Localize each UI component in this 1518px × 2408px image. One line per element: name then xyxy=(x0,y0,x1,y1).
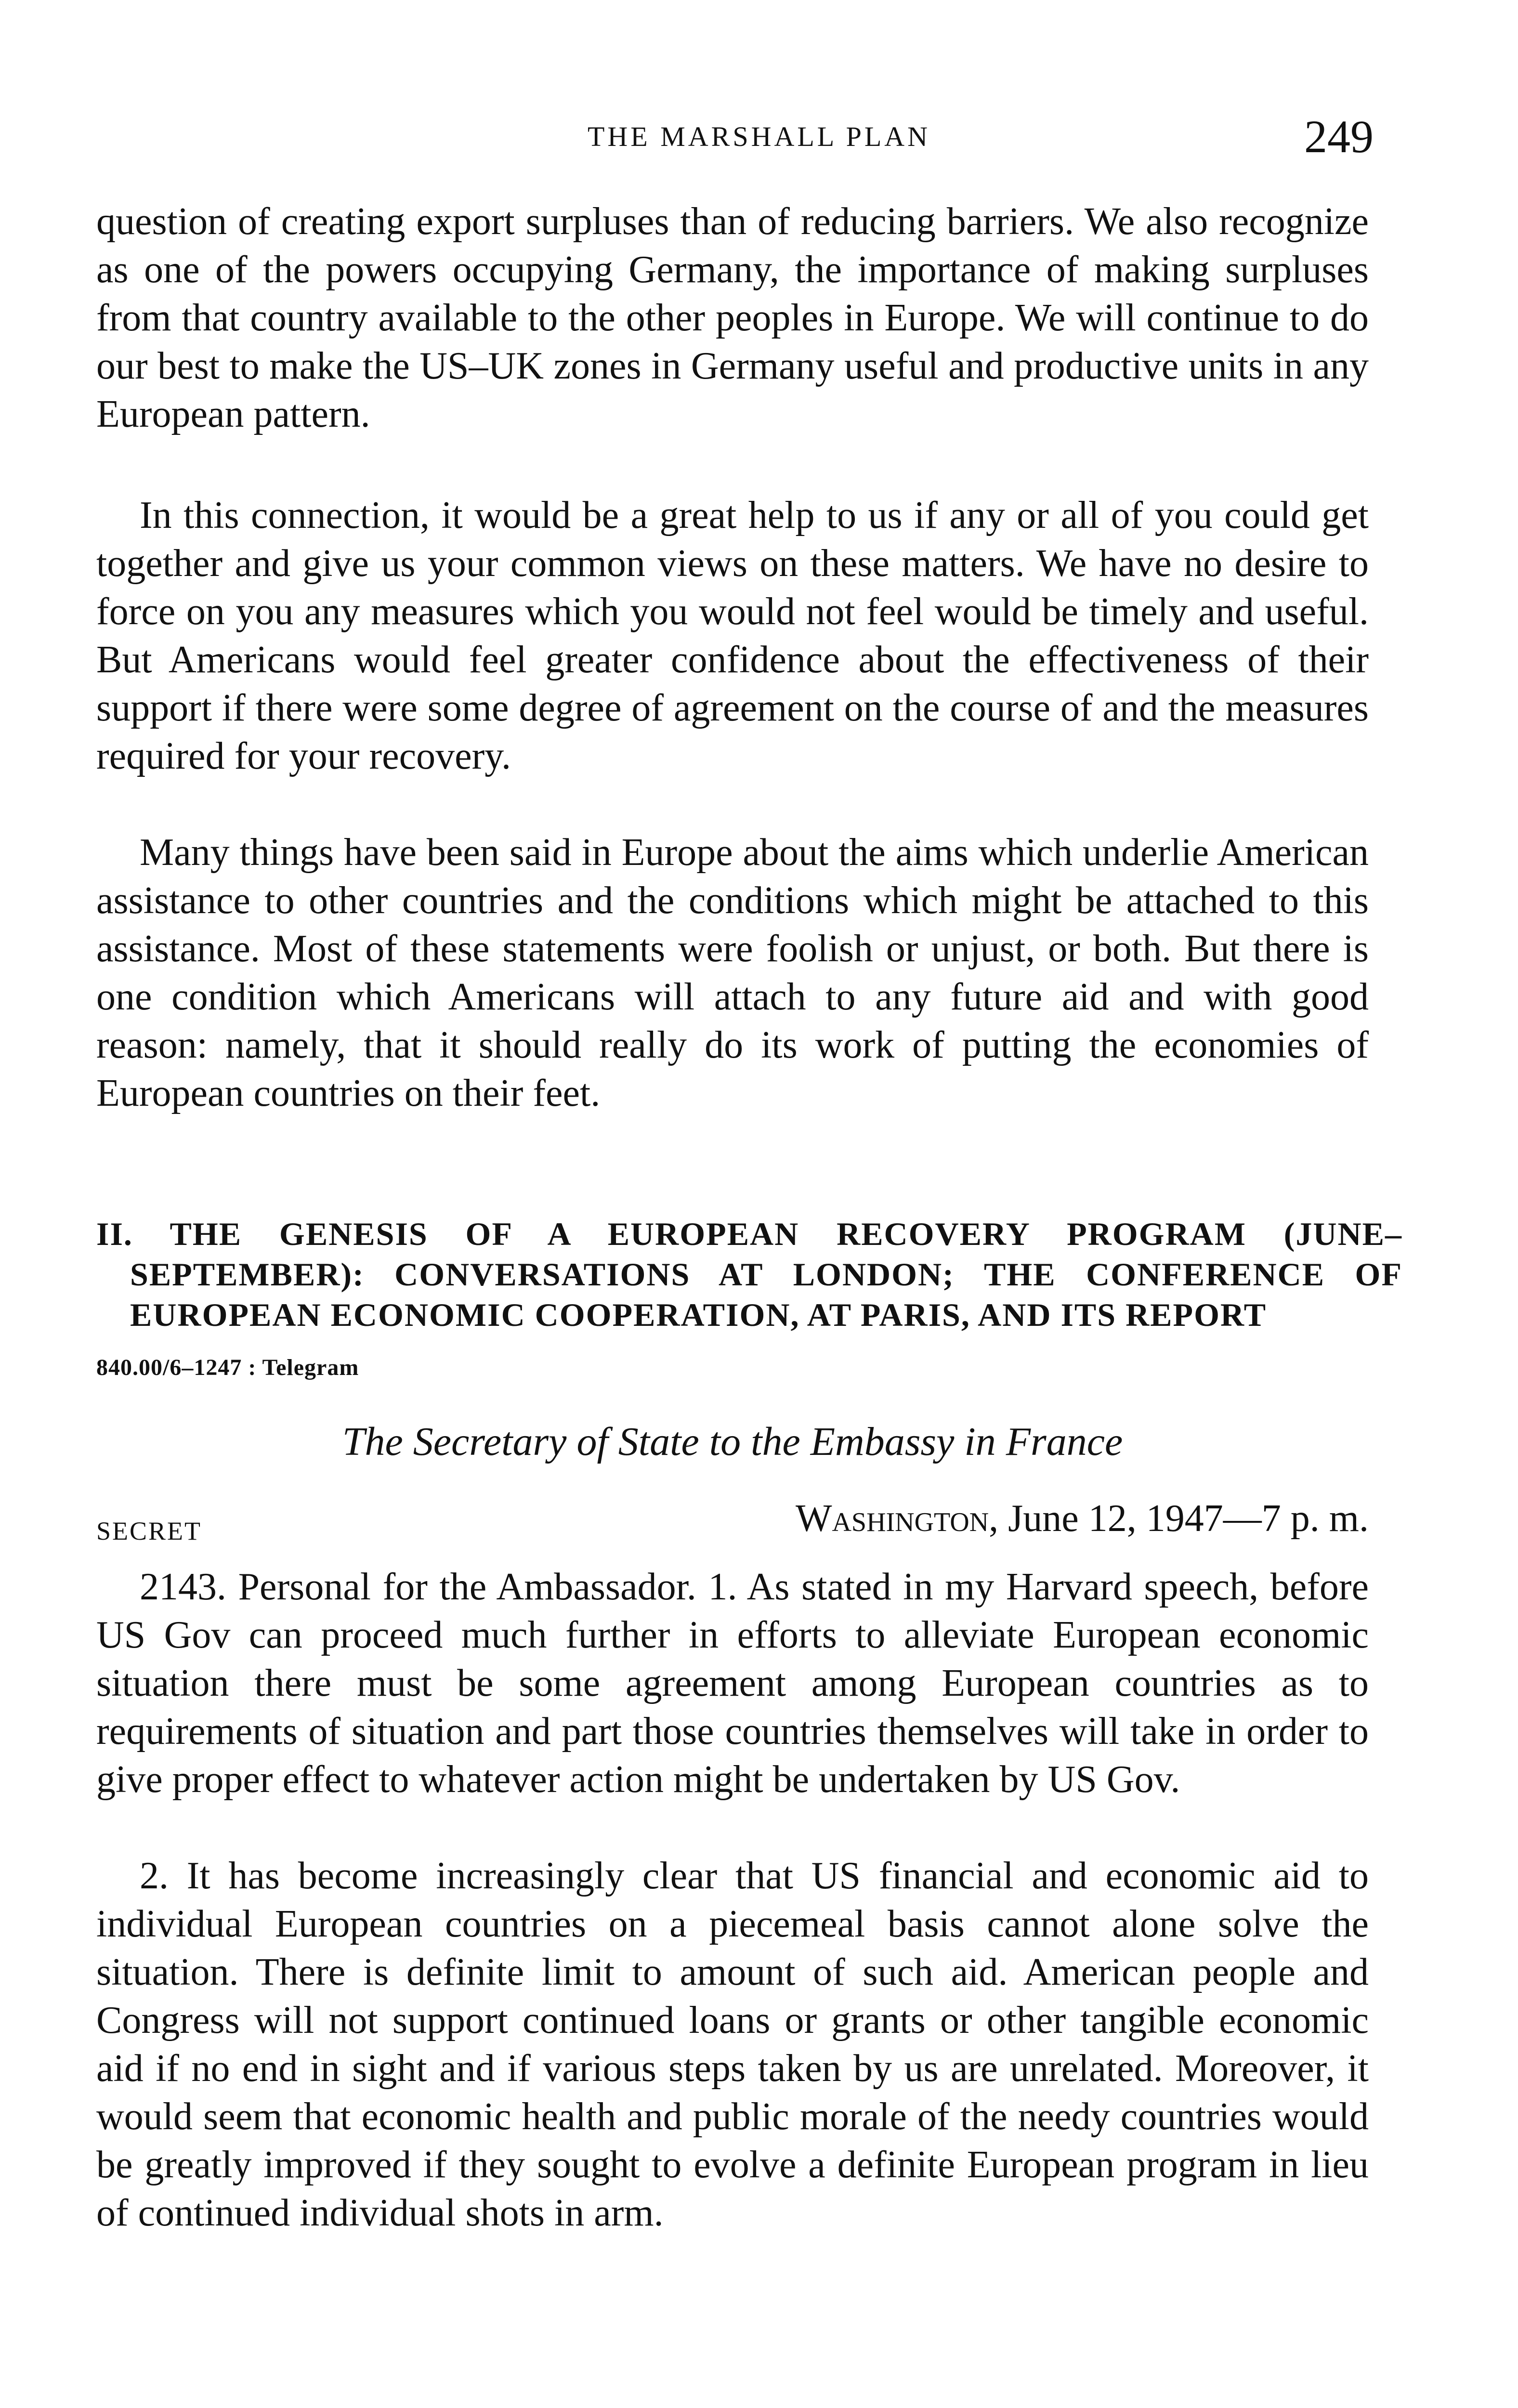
telegram-paragraph-1: 2143. Personal for the Ambassador. 1. As stated in my Harvard speech, before US Gov can proceed much further in efforts to alleviate European economic situation there must be some agreement among European countries as to requirements of situation and part those countries themselves will take in order to give proper effect to whatever action might be undertaken by US Gov. xyxy=(96,1566,1369,1801)
body-paragraph-1: question of creating export surpluses than of reducing barriers. We also recognize as one of the powers occupying Germany, the importance of making surpluses from that country available to the other peoples in Europe. We will continue to do our best to make the US–UK zones in Germany useful and productive units in any European pattern. xyxy=(96,200,1369,435)
body-paragraph-3: Many things have been said in Europe about the aims which underlie American assistance to other countries and the conditions which might be attached to this assistance. Most of these statements were foolish or unjust, or both. But there is one condition which Americans will attach to any future aid and with good reason: namely, that it should really do its work of putting the economies of European countries on their feet. xyxy=(96,831,1369,1114)
telegram-paragraph-2: 2. It has become increasingly clear that US financial and economic aid to individual European countries on a piecemeal basis cannot alone solve the situation. There is definite limit to amount of such aid. American people and Congress will not support continued loans or grants or other tangible economic aid if no end in sight and if various steps taken by us are unrelated. Moreover, it would seem that economic health and public morale of the needy countries would be greatly improved if they sought to evolve a definite European program in lieu of continued individual shots in arm. xyxy=(96,1855,1369,2234)
classification-label: SECRET xyxy=(96,1517,202,1545)
section-heading: II. THE GENESIS OF A EUROPEAN RECOVERY PROGRAM (JUNE–SEPTEMBER): CONVERSATIONS AT LONDON; THE CONFERENCE OF EUROPEAN ECONOMIC COOPERATION, AT PARIS, AND ITS REPORT xyxy=(96,1216,1402,1333)
dateline-date: , June 12, 1947—7 p. m. xyxy=(989,1497,1369,1540)
dateline xyxy=(796,1497,1369,1541)
dateline-place: Washington xyxy=(795,1497,989,1540)
body-paragraph-2: In this connection, it would be a great help to us if any or all of you could get together and give us your common views on these matters. We have no desire to force on you any measures which you would not feel would be timely and useful. But Americans would feel greater confidence about the effectiveness of their support if there were some degree of agreement on the course of and the measures required for your recovery. xyxy=(96,494,1369,777)
document-title: The Secretary of State to the Embassy in France xyxy=(342,1419,1123,1464)
running-header-title: THE MARSHALL PLAN xyxy=(587,121,931,152)
page-number: 249 xyxy=(1304,111,1374,162)
document-reference: 840.00/6–1247 : Telegram xyxy=(96,1355,359,1380)
